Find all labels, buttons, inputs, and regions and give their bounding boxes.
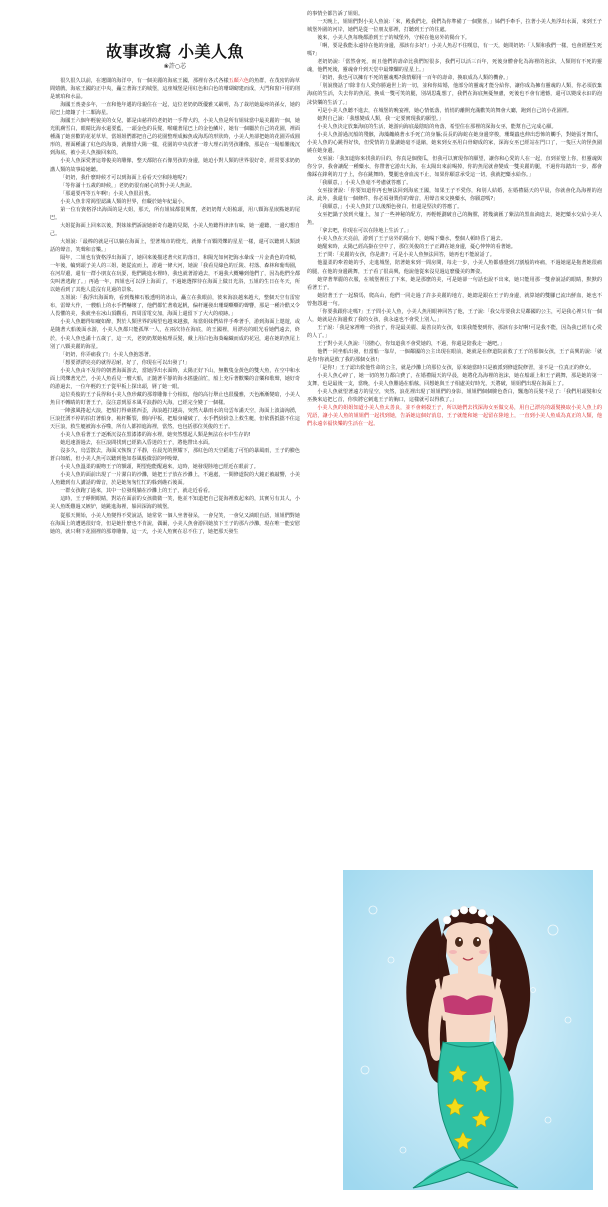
paragraph: 海國王喪妻多年，一直和他年邁的母親住在一起，這位老奶奶既優雅又嚴明，為了栽培她最疼的孫女，她的尾巴上總鑲了十二顆海星。: [50, 102, 300, 117]
paragraph: 「啊，要是我能永遠待在他的身邊，那該有多好!」小美人魚忍不住嘆息，有一天，她問奶奶:「人類和我們一樣，也會經歷生死嗎?」: [307, 43, 602, 58]
paragraph: 可是小美人魚聽不進去，在城堡的晚宴裡，她心情低落，悄悄的離開充滿歡笑的舞會大廳，跑到自己的小花園裡。: [317, 107, 572, 114]
story-title: 故事改寫 小美人魚: [105, 42, 245, 61]
paragraph: 王子對小美人魚說:「別擔心，你知道我不會愛她的，不過，你還是陪我走一趟吧。」: [317, 340, 505, 347]
paragraph: 一群女孩跑了過來，其中一位發現躺在沙灘上的王子，就走近看看。: [60, 488, 214, 495]
paragraph: 小美人魚非常渴望認識人類的世界，但礙於她年紀最小。: [60, 198, 188, 205]
paragraph: 沒多久，烏雲散去，海面又恢復了平靜，在晨光的照耀下，那紅色的天空蹈進了可怕的暴風雨，王子的臉色蒼白如紙，但小美人魚可以聽到他如春風般微弱的呼吸聲。: [50, 448, 300, 463]
paragraph: 老奶奶說:「當然會死，而且他們的壽命比我們短很多，我們可以活三百年，死後身體會化為海裡的泡沫，人類則有不死的靈魂，他們死後，靈魂會升到天堂中最燦爛的星星上。」: [307, 59, 602, 74]
paragraph: 「是你!」王子認出救他性命的公主，就是沙灘上的那位女孩，原來她當時只是被派到修道院修習，並不是一位真正的修女。: [317, 365, 595, 372]
left-column: [50, 10, 300, 536]
paragraph: 大姐說:「最棒的就是可以躺在海面上，望著城市的燈光，就像千百顆閃爍的星星一樣，還可以聽到人類談話的聲音，笑聲和音樂。」: [50, 238, 300, 253]
paragraph: 她迅速游過去，在巨浪間找到已經陷入昏迷的王子，將他帶出水面。: [60, 440, 214, 447]
paragraph: 「我願意，」小美人魚毫不考慮就答應了。: [317, 179, 412, 186]
paragraph: 後來，小美人魚每晚都游到王子的城堡外，守候在他房外的陽台下。: [317, 35, 471, 42]
paragraph: 她對自己說:「我想變成人類，我一定要實現我的願望。」: [317, 115, 444, 122]
paragraph: 王子問:「美麗的女孩，你是誰?」可是小美人魚無法回答，她再也不能說話了。: [317, 252, 495, 259]
paragraph: 小美人魚心碎了，她一切的努力都白費了，在婚禮隔天的早晨，她將化為海裡的泡沫，她在船頭上和王子跳舞，那是她的第一支舞，也是最後一支，當晚，小美人魚難過在船舷，回想她與王子相處美好時光，天將破，姐姐們出現在海面上了。: [307, 373, 602, 388]
paragraph: 小美人魚溫柔的親吻王子的額頭，期望他能醒過來，這時，她發現陸地已經近在眼前了。: [60, 464, 259, 471]
paragraph: 「你要我跟你走嗎?」王子問小美人魚，小美人魚用眼神回答了他，王子說:「我父母要我去見鄰國的公主，可是我心裡只有一個人，她就是在海邊救了我的女孩，我永遠也不會愛上別人。」: [307, 308, 602, 323]
paragraph: 一天晚上，姐姐們對小美人魚說:「來，殿我們走，我們為你準備了一個驚喜，」姊們手牽手，拉著小美人魚浮出水面，來到王子城堡外圍的河岸，她們是從一位朋友那裡，打聽到王子的住處。: [307, 19, 602, 34]
paragraph: 「等你滿十五歲的時候，」老奶奶很有耐心的對小美人魚說。: [60, 182, 196, 189]
right-column: [307, 10, 602, 428]
paragraph: 「奶奶，我也可以擁有不死的靈魂嗎?我情願用一百年的壽命，換取成為人類的機會。」: [317, 75, 511, 82]
paragraph: 小美人魚在天亮前，游到了王子房外的陽台下，她喝下藥水，整個人頓時昏了過去。: [317, 236, 506, 243]
paragraph: 她穿著華麗的衣服，在城堡裡住了下來，她是那麼的美，可是她卻一句話也說不出來，她只能用那一雙會說話的眼睛，默默的看著王子。: [307, 276, 602, 291]
mermaid-illustration: [343, 870, 593, 1190]
mermaid-icon: [343, 870, 593, 1190]
paragraph: 女巫把鍋子放到火爐上，加了一些神秘的配方，再輕輕劃破自己的胸膛，將幾滴匯了紫法的黑血滴進去，她把藥水交給小美人魚。: [307, 212, 602, 227]
story-author: ❀許○芯: [163, 63, 187, 70]
paragraph: 從那天開始，小美人魚變得不愛說話，她常常一個人坐著發呆，一會兒笑，一會兒又淌眼自語，姐姐們對她在海面上的遭遇很好奇，但是她什麼也不肯說，偶爾，小美人魚會游回她放下王子的那片沙灘，現在唯一能安慰她的，就只剩下花園裡的那尊雕像，這一天，小美人魚實在忍不住了，她把那天發生: [50, 512, 300, 535]
paragraph: 小美人魚深愛著這尊俊美的雕像，整天都陪在石像男孩的身邊，她迫小對人類的世界很好奇，經常要求奶奶講人類的故事給她聽。: [50, 158, 300, 173]
paragraph: 的事情全都告訴了姐姐。: [307, 11, 364, 17]
paragraph: 「別說傻話了!除非有人愛你勝過世上的一切，並和你結婚，他部分的靈魂才能分給你，讓你成為擁有靈魂的人類，你必須放棄海底的生活，失去你的魚尾，換成一雙可笑的腿，別胡思亂想了，我們在海底無憂無慮，死後也不會有遺憾，還可以變成水汩的泡沫快樂的生活了。」: [307, 83, 602, 106]
paragraph: 「想要漂漂亮亮的就得忍耐，好了，你現在可以出發了!」: [60, 359, 190, 366]
paragraph: 小美人魚看著王子逐漸沉沒在黑漆漆的海水裡，她突然想起人類是無法在水中生存的!: [60, 432, 251, 439]
paragraph: 第一位有資格浮出海面的是大姐，那天，所有姐妹都很興奮，老奶奶幫大姐梳頭，用八顆海星嵌點她的尾巴。: [50, 206, 300, 221]
paragraph: 小美人魚游過沉船的殘骸，海藻纏繞著水手死亡的身軀;長長的海蛇在她身邊穿梭，珊瑚蟲也伸出恐怖的觸手，對她張牙舞爪，小美人魚的心跳得好快，但愛情的力量讓她毫不退縮，她來到女巫用白骨砌成的家，深海女巫已經站在門口了，一隻巨大的怪魚圍繞在她身邊。: [307, 131, 602, 154]
paragraph: 小美人魚的姐姐知道小美人魚太善良，並不會刺殺王子，所以她們去找深海女巫做交易，用自己漂亮的頭髮換取小美人魚上的咒語，讓小美人魚的姐姐們一起找到她，告訴她這個好消息，王子就能和她一起留在陸地上，一直到小美人魚成為真正的人類，他們永遠幸福快樂的生活在一起。: [307, 405, 602, 428]
paragraph: 海國王六個年輕貌美的女兒，都是由慈祥的老奶奶一手帶大的，小美人魚是所有姐妹當中最美麗的一個，她光肌膚雪白，眼睛比海水還要藍，一頭金色的長髮，喉嚨著尾巴上的金色鱗片，她有一個屬於自己的花園，裡面種滿了她喜歡的花花草草，當姐姐們都把自己的花園整理成鯨魚或海馬的形狀時，小美人魚卻把她的花園弄成圓形的，裡面種滿了紅色的海葵，就像惜大陽一樣，花園的中央放著一尊大理石的男孩雕像，那是在一場船難後沉到海底，被小美人魚撿回來的。: [50, 118, 300, 157]
highlighted-phrase: 五顏六色: [228, 78, 249, 84]
paragraph: 他溫柔的牽着她的手，走進城堡，陪著她來到一間房間，每走一步，小美人魚都感覺到刀割般的疼痛，不過她還是拖著她很痛的腿，在他的身邊跳舞，王子看了很高興，他說他從來沒見過這麼優美的舞姿。: [307, 260, 602, 275]
paragraph: 這位英俊的王子長得和小美人魚珍藏的那尊雕像十分相似，他的高行舉止也很優雅，天色漸漸變暗，小美人魚目不轉睛的盯著王子，沒注意到原本風平浪靜的大海，已經完全變了一個樣。: [50, 391, 300, 406]
paragraph: 她醒來時，太陽已經高掛在空中了，那位英俊的王子正蹲在她身邊，憂心忡忡的看著她。: [317, 244, 516, 251]
paragraph: 小美人魚就望著遠方的星空，突然，浪花裡出現了姐姐們的身影，姐姐們個個臉色蒼白，飄逸的長髮不見了:「我們用頭髮和女巫換來這把匕首，你快將它刺進王子的胸口，這樣就可以得救了。」: [307, 389, 602, 404]
paragraph: 女巫說:「我知道妳來找我的目的，你真是個傻瓜，但我可以實現你的願望，讓你和心愛的人在一起，直到並娶上你，但靈魂與你分享，我會讓配一種藥水，你帶著它游出大海，在太陽出來前喝掉，你的魚尾就會變成一雙美麗的腿，不過你每踏出一步，都會像踩在鋒利的刀子上，你在跳舞時，雙腿也會血流不止，如果你願意承受這一切，我就把藥水給你。」: [307, 155, 602, 178]
paragraph: 「奶奶，你弄痛我了!」小美人魚抱怨著。: [60, 351, 154, 358]
paragraph: 五姐說:「我浮出海面時，看到幾棟石般透明的冰山，矗立在我眼前，彼來海浪越來越大，整個天空有雷密布，雷聲大作，一艘船上的水手們嚇壞了，他們都忙著收起帆，偏杆邏發出珊瑚嘶嘶的聲響，那是一種冷酷又令人畏懼的美，我就坐在冰山頂觀看，四周雷電交加，海面上還留下了大大的痕跡。」: [50, 295, 300, 318]
paragraph: 這時，王子睜開眼睛，對站在面前的女孩微微一笑，他並不知道把自己從海裡救起來的，其實另有其人，小美人魚既難過又嫉妒，她跳進海裡，躲回深海的城堡。: [50, 496, 300, 511]
paragraph: 小美人魚的面前出現了一片潔白的沙灘，她把王子放在沙灘上，不過處，一間修道院的大鐘正被敲響，小美人魚聽到有人講話的聲音，於是她匆匆忙忙的躲到礁石後面。: [50, 472, 300, 487]
paragraph: 「奶奶，我什麼時候才可以到海面上看看天空和陸地呢?」: [60, 174, 191, 181]
paragraph: 她陪著王子一起騎馬，爬高山，他們一同走過了許多美麗的地方，她總是跟在王子的身邊，就算她的雙腳已流出鮮血，她也不曾抱怨過一句。: [307, 292, 602, 307]
paragraph: 很久很久以前，在遼闊的海洋中，有一個美麗的海底王國，那裡有各式各樣五顏六色的魚群，在茂密的海草間嬉戲，海底王國的正中央，矗立著海王的城堡，這座城堡是用紅色和白色的珊瑚砌建而成，大門和窗戶用的則是琥珀和水晶。: [50, 78, 300, 101]
paragraph: 小美人魚決定放棄海底的生活，她游向海底最陰暗的角落，希望住在那裡的深海女巫，能幫自己完成心願。: [317, 123, 557, 130]
paragraph: 「那還要再等五年啊!」小美人魚很沮喪。: [60, 190, 154, 197]
paragraph: 他們一同坐船出發，但當船一靠岸，一個鄰國的公主出現在眼前，她就是在修道院前救了王子的那個女孩，王子高興的說:「就是你!你就是救了我的那個女孩!」: [307, 348, 602, 364]
paragraph: 「拿去吧，你現在可以在陸地上生活了。」: [317, 228, 412, 235]
paragraph: 王子說:「我是家裡唯一的孩子，你是最美麗、最善良的女孩，如果我能娶到你，那該有多好啊!可是我不能，因為我已經有心愛的人了。」: [307, 324, 602, 339]
paragraph: 小美人魚由不及待的朝著海面游去，當她浮出水面時，太陽正好下山，無數隻金黃色的雙大魚，在空中和水面上閃爍著光芒，小美人魚看見一艘大船，正隨著平靜的海水搖盪前忙，船上充斥著歡樂的音樂和歌聲，她好奇的游過去，一位年輕的王子從甲板上探出頭，脣了她一眼。: [50, 367, 300, 390]
paragraph: 隔年，二姐也有資格浮出海面了，她回來後描述著火紅的落日，和陽光如何把海水暈成一片金黃色的奇幀，一年後，輪到頭子美人的三姐，她從流而上，游過一條大河，她說「我看見綠色的丘陵、村落、森林和葡萄園，在河岸邊，還有一群小朋友在玩耍，他們跳進水裡時，我也就著游過去，不過我大概嚇到他們了，因為他們全都尖叫著逃跑了。」再過一年，四姐也可以浮上海面了，不過她選擇待在海面上做日光浴，五姐的生日在冬天，所以她看到了其他人從沒有見過的景象。: [50, 255, 300, 294]
right-body: [307, 10, 602, 428]
paragraph: 小美人魚聽得如癡如醉，對於人類世界的渴望也越來越強，每當姐妹們結伴手牽著手，游到海面上遨遊，或是隨著大船後面水游，小美人魚都只能孤單一人，在兩次待在海底，的王國裡，用漂亮的眼光看她們遠去，終於，小美人魚也滿十五歲了，這一天，老奶奶幫她梳理長髮，戴上用白色海葵編織而成的花冠，還在她的魚尾上別了八顆美麗的海星。: [50, 319, 300, 350]
paragraph: 女巫接著說:「你要知道你再也無法回到海底王國，如果王子不愛你，和別人結婚，在婚禮隔天的早晨，你就會化為海裡的泡沫，此外，我還有一個條件，你必須發獎你的聲音，用聲音來交換藥水，你願意嗎?」: [307, 188, 602, 203]
left-body: [50, 77, 300, 536]
paragraph: 一陣強風捲起大浪，把船打得東搖西歪，海浪越打越高，突然大暴雨水的烏雲布滿天空，海面上波濤洶湧，巨浪狂湧不停的拍打著船身，桅杆斷裂，側向甲板，把船身碰破了，水手們紛紛急上救生艇，但依舊抵擋不住這天巨浪，救生艇被海水吞噬，所有人都掉進海裡，當然，也包括那位英俊的王子。: [50, 407, 300, 431]
title-block: [50, 10, 300, 71]
paragraph: 「我願意，」小美人魚鼓了以後額色發白，但還是堅決的答應了。: [317, 204, 463, 211]
paragraph: 大姐從海面上回來以後，對妹妹們訴說她新奇有趣的見聞，小美人魚聽得津津有味，她一邊聽，一邊幻想自己。: [50, 222, 300, 237]
